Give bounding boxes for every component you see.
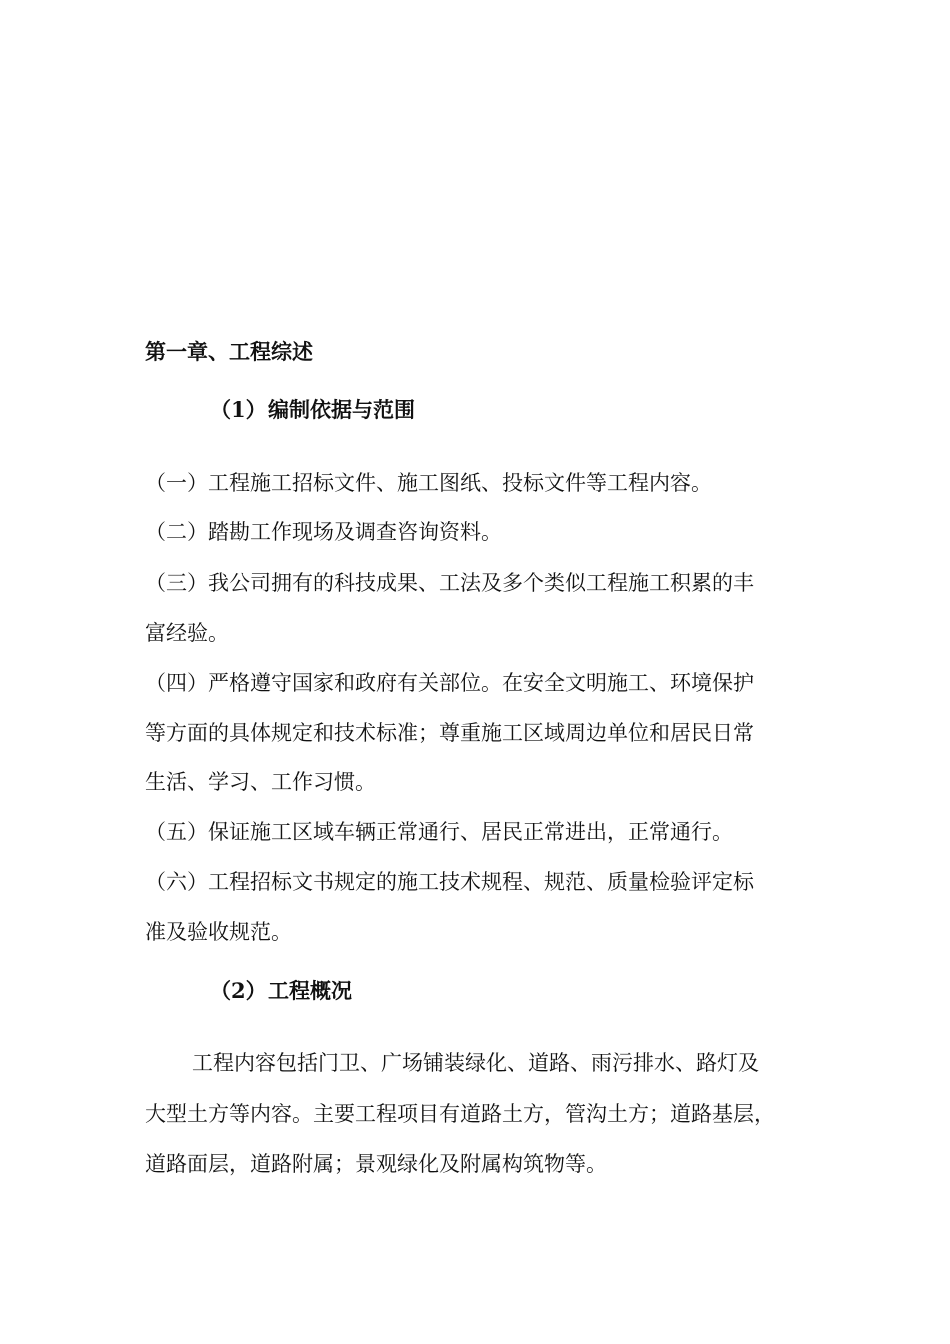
basis-line: （一）工程施工招标文件、施工图纸、投标文件等工程内容。 — [145, 471, 712, 495]
basis-line: 等方面的具体规定和技术标准；尊重施工区域周边单位和居民日常 — [145, 721, 754, 745]
overview-line: 大型土方等内容。主要工程项目有道路土方，管沟土方；道路基层， — [145, 1102, 775, 1126]
section-title: 工程概况 — [268, 978, 352, 1003]
section-number: （1） — [210, 397, 267, 422]
basis-line: 富经验。 — [145, 621, 229, 645]
basis-line: （三）我公司拥有的科技成果、工法及多个类似工程施工积累的丰 — [145, 571, 754, 595]
section-number: （2） — [210, 978, 267, 1003]
basis-line: 准及验收规范。 — [145, 920, 292, 944]
basis-line: 生活、学习、工作习惯。 — [145, 770, 376, 794]
section-heading-1 — [210, 395, 890, 425]
overview-line: 道路面层，道路附属；景观绿化及附属构筑物等。 — [145, 1152, 607, 1176]
basis-line: （五）保证施工区域车辆正常通行、居民正常进出，正常通行。 — [145, 820, 733, 844]
basis-line: （四）严格遵守国家和政府有关部位。在安全文明施工、环境保护 — [145, 671, 754, 695]
chapter-title: 第一章、工程综述 — [145, 339, 313, 364]
overview-line: 工程内容包括门卫、广场铺装绿化、道路、雨污排水、路灯及 — [192, 1051, 759, 1075]
basis-line: （二）踏勘工作现场及调查咨询资料。 — [145, 520, 502, 544]
section-title: 编制依据与范围 — [268, 397, 415, 422]
basis-line: （六）工程招标文书规定的施工技术规程、规范、质量检验评定标 — [145, 870, 754, 894]
section-heading-2 — [210, 976, 890, 1006]
